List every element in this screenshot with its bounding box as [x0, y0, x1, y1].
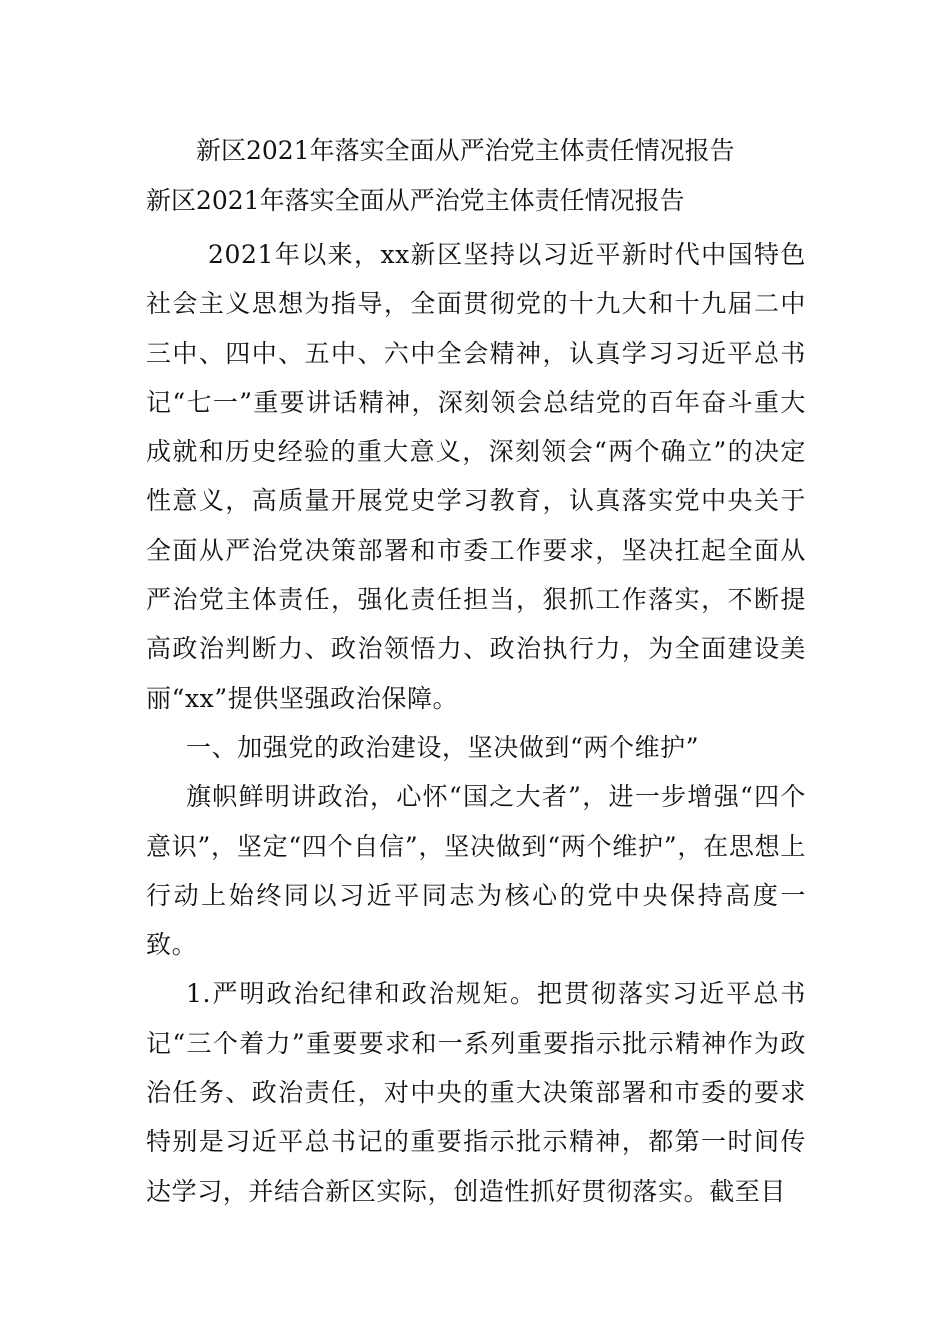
- document-subtitle: 新区2021年落实全面从严治党主体责任情况报告: [146, 186, 685, 215]
- paragraph-item-1: 1.严明政治纪律和政治规矩。把贯彻落实习近平总书记“三个着力”重要要求和一系列重要指示批示精神作为政治任务、政治责任，对中央的重大决策部署和市委的要求特别是习近平总书记的重要指示批示精神，都第一时间传达学习，并结合新区实际，创造性抓好贯彻落实。截至目: [146, 979, 806, 1206]
- paragraph-intro: 2021年以来，xx新区坚持以习近平新时代中国特色社会主义思想为指导，全面贯彻党的十九大和十九届二中三中、四中、五中、六中全会精神，认真学习习近平总书记“七一”重要讲话精神，深刻领会总结党的百年奋斗重大成就和历史经验的重大意义，深刻领会“两个确立”的决定性意义，高质量开展党史学习教育，认真落实党中央关于全面从严治党决策部署和市委工作要求，坚决扛起全面从严治党主体责任，强化责任担当，狠抓工作落实，不断提高政治判断力、政治领悟力、政治执行力，为全面建设美丽“xx”提供坚强政治保障。: [146, 240, 806, 713]
- document-title: 新区2021年落实全面从严治党主体责任情况报告: [196, 136, 735, 165]
- document-body: [146, 230, 806, 1216]
- section-heading: 一、加强党的政治建设，坚决做到“两个维护”: [186, 732, 700, 762]
- paragraph-section-summary: 旗帜鲜明讲政治，心怀“国之大者”，进一步增强“四个意识”，坚定“四个自信”，坚决做到“两个维护”，在思想上行动上始终同以习近平同志为核心的党中央保持高度一致。: [146, 782, 806, 960]
